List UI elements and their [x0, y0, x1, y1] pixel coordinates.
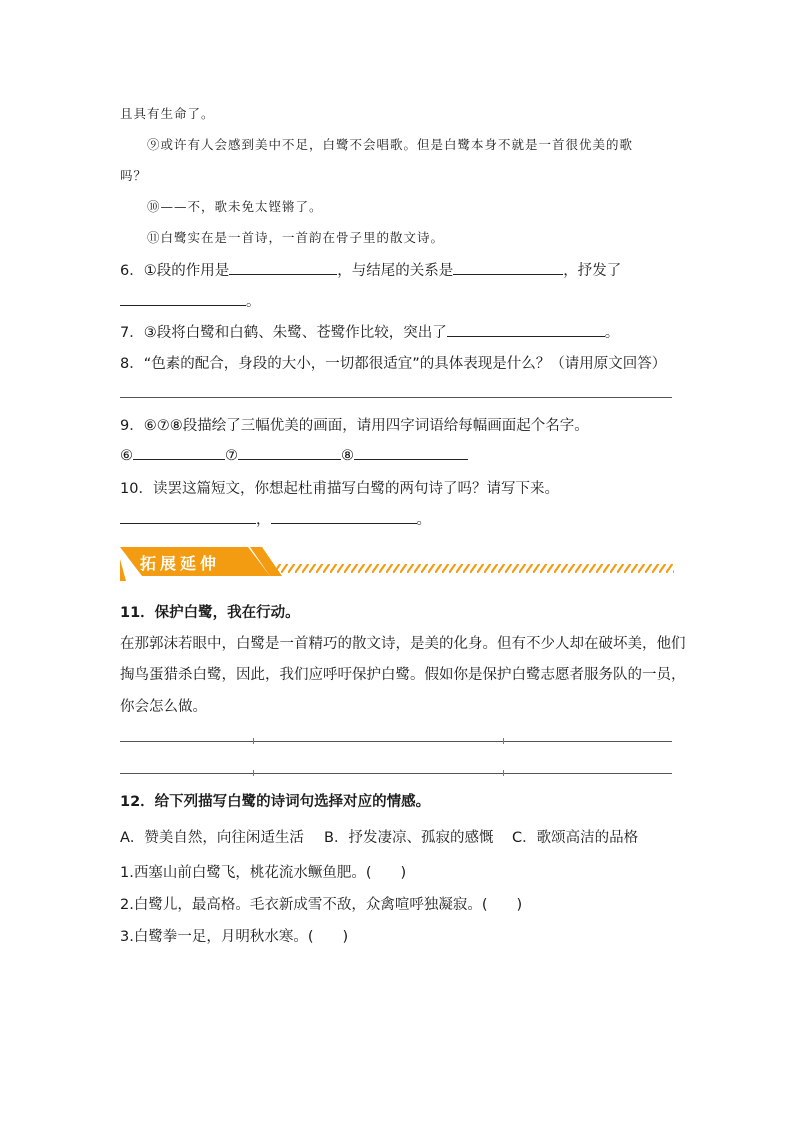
question-7-text: 7．③段将白鹭和白鹤、朱鹭、苍鹭作比较，突出了 — [120, 325, 447, 341]
question-12-item-3[interactable]: 3.白鹭拳一足，月明秋水寒。( ) — [120, 929, 349, 945]
question-7-end: 。 — [604, 325, 620, 341]
answer-blank-6b[interactable] — [453, 260, 563, 275]
answer-line-tick — [503, 770, 504, 776]
question-11-line1: 在那郭沫若眼中，白鹭是一首精巧的散文诗，是美的化身。但有不少人却在破坏美，他们 — [120, 636, 686, 652]
question-8: 8．“色素的配合，身段的大小，一切都很适宜”的具体表现是什么？（请用原文回答） — [120, 356, 667, 372]
answer-line-11a[interactable] — [120, 741, 672, 742]
answer-line-11b[interactable] — [120, 773, 672, 774]
question-12-item-2[interactable]: 2.白鹭儿，最高格。毛衣新成雪不敌，众禽喧呼独凝寂。( ) — [120, 897, 523, 913]
question-12-title: 12．给下列描写白鹭的诗词句选择对应的情感。 — [120, 794, 431, 810]
question-6-text-b: ，与结尾的关系是 — [337, 263, 454, 279]
option-b: B．抒发凄凉、孤寂的感慨 — [324, 830, 494, 846]
option-a: A．赞美自然，向往闲适生活 — [120, 830, 304, 846]
option-c: C．歌颂高洁的品格 — [512, 830, 639, 846]
question-6 — [120, 259, 621, 280]
answer-blank-6a[interactable] — [229, 260, 337, 275]
answer-blank-7[interactable] — [447, 322, 605, 337]
question-9: 9．⑥⑦⑧段描绘了三幅优美的画面，请用四字词语给每幅画面起个名字。 — [120, 418, 589, 434]
answer-blank-9-6[interactable] — [133, 445, 225, 460]
question-6-text-c: ，抒发了 — [563, 263, 622, 279]
answer-line-tick — [253, 770, 254, 776]
answer-blank-9-7[interactable] — [238, 445, 341, 460]
question-10-blanks — [120, 508, 431, 529]
answer-blank-9-8[interactable] — [354, 445, 468, 460]
answer-blank-10b[interactable] — [271, 509, 417, 524]
question-11-line3: 你会怎么做。 — [120, 699, 207, 715]
question-11-title: 11．保护白鹭，我在行动。 — [120, 605, 300, 621]
passage-line-p9-cont: 吗？ — [120, 168, 148, 183]
marker-8: ⑧ — [341, 448, 354, 464]
marker-7: ⑦ — [225, 448, 238, 464]
answer-line-8[interactable] — [120, 397, 672, 398]
answer-blank-10a[interactable] — [120, 509, 256, 524]
passage-line-p11: ⑪白鹭实在是一首诗，一首韵在骨子里的散文诗。 — [147, 230, 445, 245]
section-title: 拓展延伸 — [140, 554, 221, 573]
question-7 — [120, 321, 619, 342]
question-12-item-1[interactable]: 1.西塞山前白鹭飞，桃花流水鳜鱼肥。( ) — [120, 865, 407, 881]
marker-6: ⑥ — [120, 448, 133, 464]
passage-line-p9: ⑨或许有人会感到美中不足，白鹭不会唱歌。但是白鹭本身不就是一首很优美的歌 — [147, 137, 634, 152]
answer-line-tick — [253, 738, 254, 744]
question-10-end: 。 — [416, 512, 431, 528]
answer-blank-6c[interactable] — [120, 291, 246, 306]
question-6-text-a: 6．①段的作用是 — [120, 263, 230, 279]
passage-line-p10: ⑩——不，歌未免太铿锵了。 — [147, 199, 323, 214]
answer-line-tick — [503, 738, 504, 744]
question-9-blanks — [120, 445, 468, 464]
question-10: 10．读罢这篇短文，你想起杜甫描写白鹭的两句诗了吗？请写下来。 — [120, 481, 559, 497]
question-11-line2: 掏鸟蛋猎杀白鹭，因此，我们应呼吁保护白鹭。假如你是保护白鹭志愿者服务队的一员， — [120, 667, 686, 683]
question-6-line2 — [120, 290, 261, 311]
question-6-end: 。 — [246, 294, 261, 310]
passage-line-p8-end: 且具有生命了。 — [120, 106, 215, 121]
section-banner — [120, 543, 676, 583]
question-10-comma: ， — [256, 512, 271, 528]
